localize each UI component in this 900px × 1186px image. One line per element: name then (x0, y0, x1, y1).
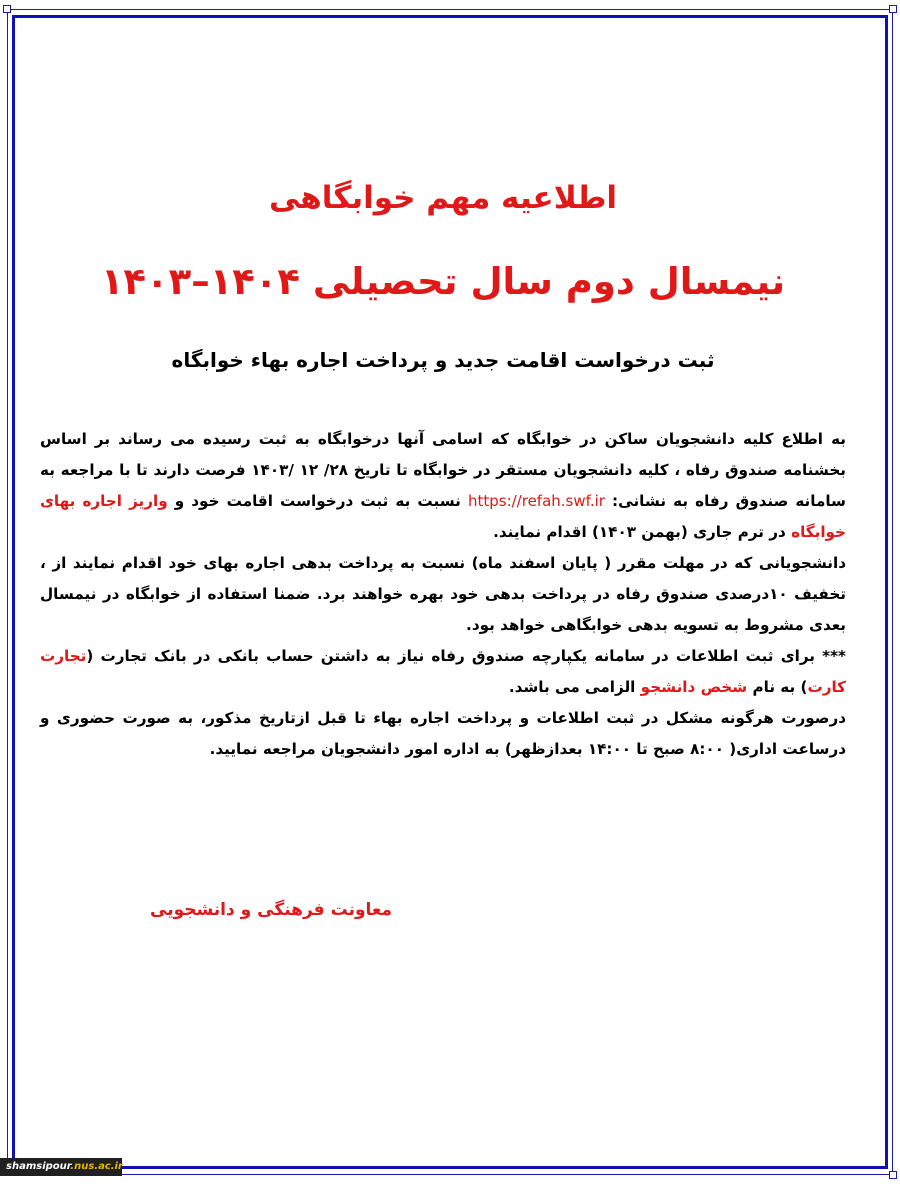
announcement-subtitle: ثبت درخواست اقامت جدید و پرداخت اجاره بهاء خوابگاه (171, 348, 715, 372)
refah-portal-link[interactable]: https://refah.swf.ir (467, 492, 605, 510)
semester-title: نیمسال دوم سال تحصیلی ۱۴۰۴–۱۴۰۳ (100, 260, 786, 303)
paragraph-discount: دانشجویانی که در مهلت مقرر ( پایان اسفند ماه) نسبت به پرداخت بدهی اجاره بهای خود اقدام نمایند از ، تخفیف ۱۰درصدی صندوق رفاه در پرداخت بدهی خود بهره خواهند برد. ضمنا استفاده از خوابگاه در نیمسال بعدی مشروط به تسویه بدهی خوابگاهی خواهد بود. (40, 554, 846, 634)
frame-corner-ornament (889, 5, 897, 13)
signature: معاونت فرهنگی و دانشجویی (150, 900, 393, 920)
announcement-body (40, 424, 846, 765)
site-watermark-badge: shamsipour.nus.ac.ir (0, 1158, 122, 1176)
announcement-title: اطلاعیه مهم خوابگاهی (268, 180, 618, 216)
announcement (40, 160, 846, 765)
paragraph-contact: درصورت هرگونه مشکل در ثبت اطلاعات و پرداخت اجاره بهاء تا قبل ازتاریخ مذکور، به صورت حضوری و درساعت اداری( ۸:۰۰ صبح تا ۱۴:۰۰ بعدازظهر) به اداره امور دانشجویان مراجعه نمایید. (40, 709, 846, 758)
paragraph-registration: به اطلاع کلیه دانشجویان ساکن در خوابگاه که اسامی آنها درخوابگاه به ثبت رسیده می رساند بر اساس بخشنامه صندوق رفاه ، کلیه دانشجویان مستقر در خوابگاه تا تاریخ ۲۸/ ۱۲ /۱۴۰۳ فرصت دارند تا با مراجعه به سامانه صندوق رفاه به نشانی: https://refah.swf.ir نسبت به ثبت درخواست اقامت خود و واریز اجاره بهای خوابگاه در ترم جاری (بهمن ۱۴۰۳) اقدام نمایند. (40, 430, 846, 541)
paragraph-bank-account: *** برای ثبت اطلاعات در سامانه یکپارچه صندوق رفاه نیاز به داشتن حساب بانکی در بانک تجارت (تجارت کارت) به نام شخص دانشجو الزامی می باشد. (40, 647, 846, 696)
frame-corner-ornament (889, 1171, 897, 1179)
highlight-student-person: شخص دانشجو (640, 678, 748, 696)
highlight-tejarat-card: تجارت کارت (40, 647, 846, 696)
frame-corner-ornament (3, 5, 11, 13)
highlight-rent-payment: واریز اجاره بهای خوابگاه (40, 492, 846, 541)
